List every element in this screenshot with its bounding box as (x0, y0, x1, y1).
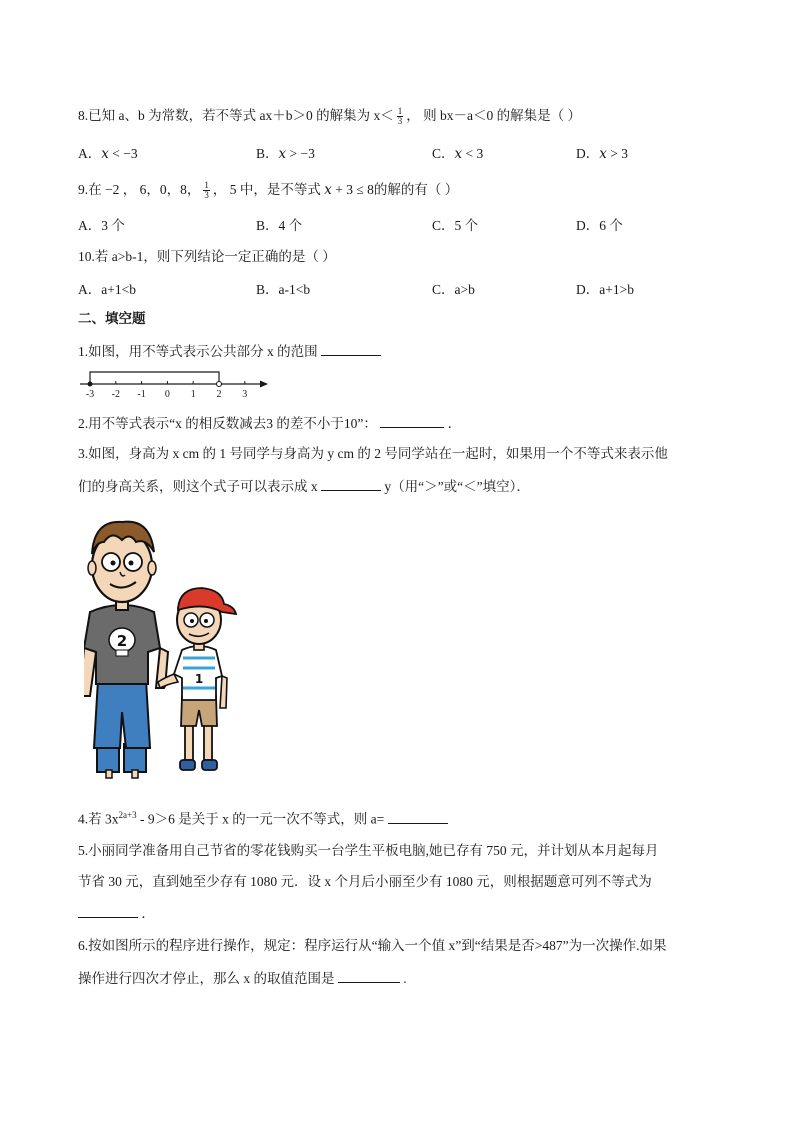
point-2 (217, 382, 222, 387)
q10-option-b[interactable]: B．a-1<b (256, 282, 311, 297)
section-heading: 二、填空题 (78, 311, 146, 327)
q8-option-d[interactable]: D．𝑥 > 3 (576, 146, 628, 161)
q8-option-b[interactable]: B．𝑥 > −3 (256, 146, 315, 161)
question-8: 8.已知 a、b 为常数，若不等式 ax＋b＞0 的解集为 x＜ $\frac{1}{3}$ ， 则 bx－a＜0 的解集是（ ） (78, 106, 581, 127)
tick-label: 1 (190, 389, 196, 400)
q10-option-d[interactable]: D．a+1>b (576, 282, 634, 297)
number-line (76, 364, 276, 404)
tick-label: -1 (137, 389, 146, 400)
q8-option-a[interactable]: A．𝑥 < −3 (78, 146, 138, 161)
fill-question-3-line2: 们的身高关系，则这个式子可以表示成 x y（用“＞”或“＜”填空）． (78, 476, 530, 497)
tick-label: 0 (164, 389, 170, 400)
two-boys-illustration (84, 512, 244, 784)
answer-blank[interactable] (338, 968, 400, 983)
fill-question-5-line3: ． (78, 903, 155, 924)
fill-question-6-line2: 操作进行四次才停止，那么 x 的取值范围是 . (78, 968, 407, 989)
answer-blank[interactable] (388, 809, 448, 824)
fill-question-3-line1: 3.如图，身高为 x cm 的 1 号同学与身高为 y cm 的 2 号同学站在一起时，如果用一个不等式来表示他 (78, 446, 668, 461)
answer-blank[interactable] (321, 341, 381, 356)
short-boy-figure (158, 588, 236, 770)
fraction-one-third: $\frac{1}{3}$ (204, 180, 209, 201)
q8-option-c[interactable]: C．𝑥 < 3 (432, 146, 484, 161)
shirt-number-1: 1 (194, 672, 204, 686)
fill-question-6-line1: 6.按如图所示的程序进行操作，规定：程序运行从“输入一个值 x”到“结果是否>487”为一次操作.如果 (78, 938, 667, 953)
q10-option-a[interactable]: A．a+1<b (78, 282, 136, 297)
tick-label: 2 (216, 389, 222, 400)
tick-label: -3 (85, 389, 95, 400)
tick-label: 3 (242, 389, 248, 400)
fill-question-4: 4.若 $3x^{2a+3} - 9>6$ 是关于 x 的一元一次不等式，则 a= (78, 805, 448, 830)
answer-blank[interactable] (78, 903, 138, 918)
fill-question-2: 2.用不等式表示“x 的相反数减去3 的差不小于10”： ． (78, 413, 461, 434)
fill-question-1: 1.如图，用不等式表示公共部分 x 的范围 (78, 341, 381, 362)
q9-option-a[interactable]: A．3 个 (78, 218, 125, 233)
q10-option-c[interactable]: C．a>b (432, 282, 475, 297)
range-bracket (90, 372, 219, 384)
answer-blank[interactable] (380, 413, 444, 428)
question-9: 9.在 −2 ， 6，0，8， $\frac{1}{3}$ ， 5 中，是不等式 𝑥 + 3 ≤ 8的解的有（ ） (78, 180, 459, 201)
answer-blank[interactable] (321, 476, 381, 491)
q9-option-d[interactable]: D．6 个 (576, 218, 623, 233)
shirt-number-2: 2 (116, 632, 128, 650)
axis-arrow (260, 381, 268, 388)
tick-label: -2 (111, 389, 120, 400)
tall-boy-figure (84, 522, 168, 778)
q9-option-c[interactable]: C．5 个 (432, 218, 479, 233)
q9-option-b[interactable]: B．4 个 (256, 218, 303, 233)
fill-question-5-line2: 节省 30 元，直到她至少存有 1080 元．设 x 个月后小丽至少有 1080 元，则根据题意可列不等式为 (78, 874, 652, 889)
question-10: 10.若 a>b-1，则下列结论一定正确的是（ ） (78, 249, 336, 264)
fraction-one-third: $\frac{1}{3}$ (397, 106, 403, 127)
point-minus-3 (88, 382, 93, 387)
fill-question-5-line1: 5.小丽同学准备用自己节省的零花钱购买一台学生平板电脑,她已存有 750 元，并计划从本月起每月 (78, 843, 659, 858)
